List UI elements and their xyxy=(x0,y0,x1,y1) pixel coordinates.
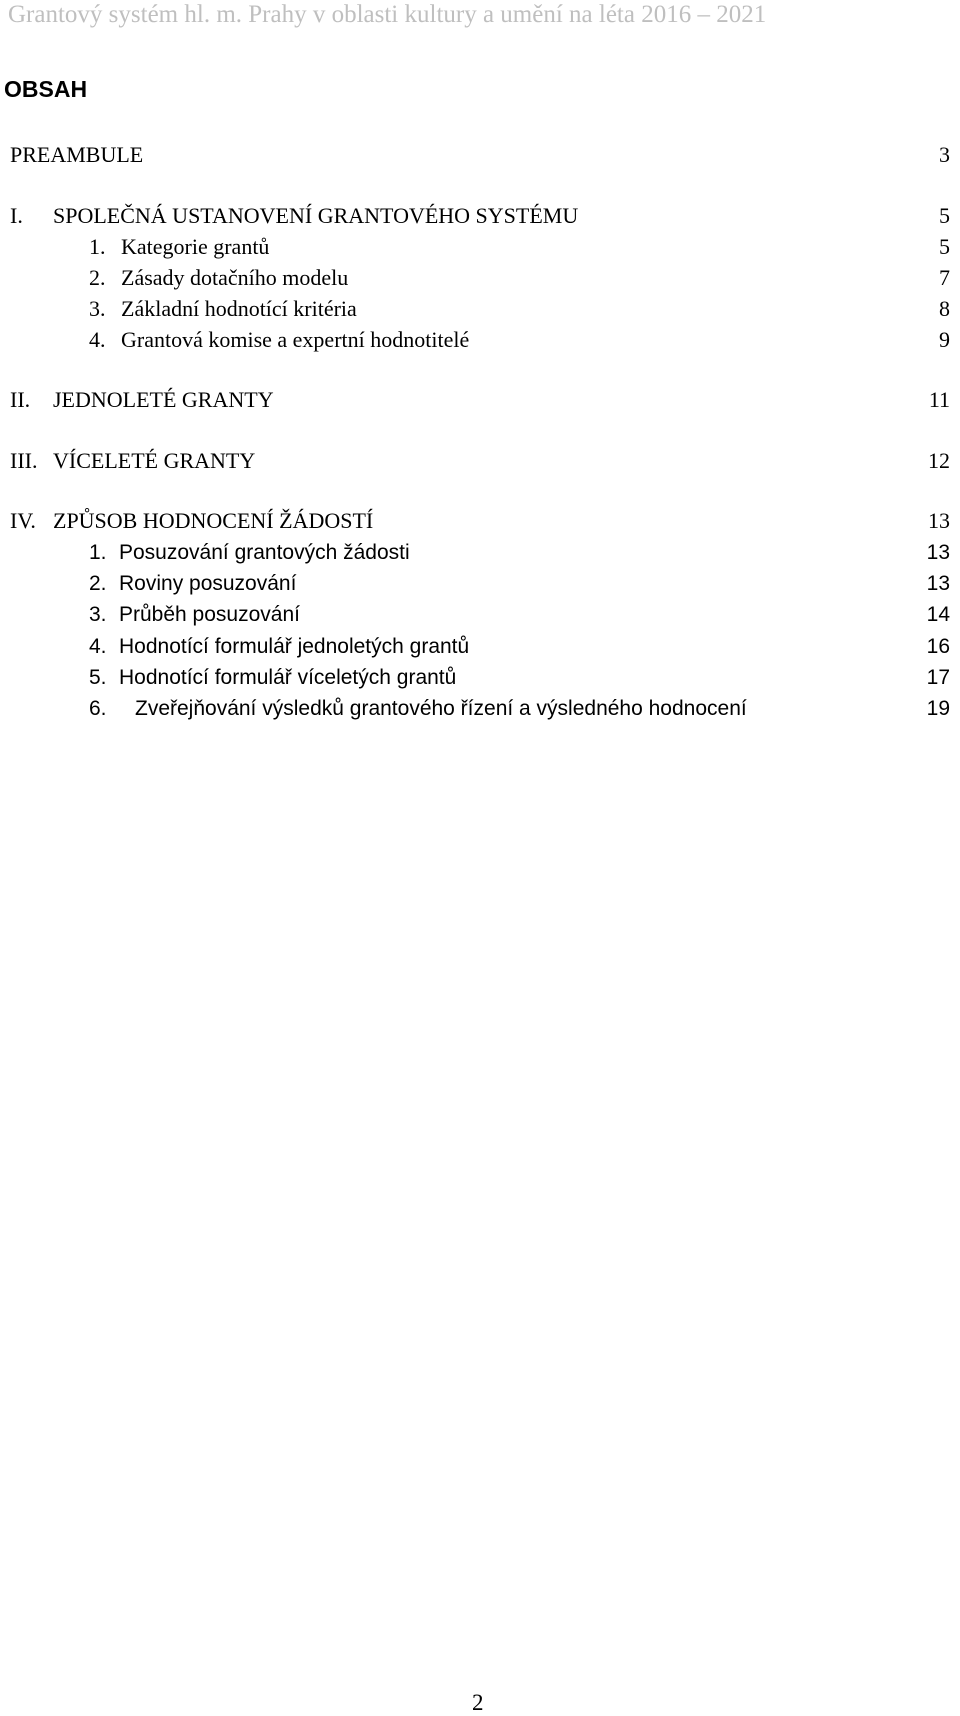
toc-entry-part-i[interactable] xyxy=(10,202,950,230)
toc-entry-title: Zveřejňování výsledků grantového řízení a výsledného hodnocení xyxy=(135,697,747,720)
toc-entry-page: 19 xyxy=(926,697,950,720)
toc-entry-page: 8 xyxy=(939,296,950,321)
toc-entry-page: 5 xyxy=(939,234,950,259)
toc-entry-page: 13 xyxy=(926,572,950,595)
toc-entry-part-i-item-4[interactable] xyxy=(89,326,950,354)
toc-entry-number: 4. xyxy=(89,635,107,658)
toc-entry-part-ii[interactable] xyxy=(10,386,950,414)
toc-entry-number: 6. xyxy=(89,697,107,720)
toc-entry-page: 7 xyxy=(939,265,950,290)
toc-entry-page: 14 xyxy=(926,603,950,626)
toc-entry-title: Hodnotící formulář jednoletých grantů xyxy=(119,635,470,658)
running-header: Grantový systém hl. m. Prahy v oblasti kultury a umění na léta 2016 – 2021 xyxy=(8,1,767,28)
toc-entry-title: VÍCELETÉ GRANTY xyxy=(53,448,256,473)
toc-entry-number: 2. xyxy=(89,265,106,290)
toc-entry-number: 1. xyxy=(89,541,107,564)
toc-entry-number: 5. xyxy=(89,666,107,689)
page-number: 2 xyxy=(472,1690,484,1715)
toc-entry-page: 13 xyxy=(928,508,950,533)
toc-entry-title: ZPŮSOB HODNOCENÍ ŽÁDOSTÍ xyxy=(53,508,374,533)
toc-entry-title: JEDNOLETÉ GRANTY xyxy=(53,387,274,412)
toc-entry-number: 4. xyxy=(89,327,106,352)
toc-entry-preamble[interactable] xyxy=(10,141,950,169)
toc-entry-title: Posuzování grantových žádosti xyxy=(119,541,410,564)
toc-entry-part-iv-item-5[interactable] xyxy=(89,664,950,692)
toc-entry-title: Roviny posuzování xyxy=(119,572,297,595)
toc-entry-title: SPOLEČNÁ USTANOVENÍ GRANTOVÉHO SYSTÉMU xyxy=(53,203,579,228)
toc-entry-part-iv-item-2[interactable] xyxy=(89,570,950,598)
toc-entry-number: IV. xyxy=(10,508,36,533)
toc-entry-page: 16 xyxy=(926,635,950,658)
toc-entry-page: 3 xyxy=(939,142,950,167)
toc-entry-part-iv-item-6[interactable] xyxy=(89,695,950,723)
toc-entry-title: Zásady dotačního modelu xyxy=(121,265,349,290)
toc-entry-title: Hodnotící formulář víceletých grantů xyxy=(119,666,457,689)
toc-entry-part-i-item-2[interactable] xyxy=(89,264,950,292)
toc-entry-part-iv-item-3[interactable] xyxy=(89,601,950,629)
toc-entry-part-iv-item-1[interactable] xyxy=(89,539,950,567)
toc-entry-title: PREAMBULE xyxy=(10,142,144,167)
toc-entry-page: 11 xyxy=(928,387,950,412)
toc-entry-title: Grantová komise a expertní hodnotitelé xyxy=(121,327,470,352)
toc-entry-page: 17 xyxy=(926,666,950,689)
toc-entry-number: 1. xyxy=(89,234,106,259)
toc-entry-number: III. xyxy=(10,448,38,473)
toc-entry-page: 9 xyxy=(939,327,950,352)
toc-entry-part-iii[interactable] xyxy=(10,447,950,475)
toc-entry-number: 3. xyxy=(89,603,107,626)
toc-entry-page: 13 xyxy=(926,541,950,564)
toc-entry-part-i-item-3[interactable] xyxy=(89,295,950,323)
toc-entry-part-iv[interactable] xyxy=(10,507,950,535)
toc-entry-title: Základní hodnotící kritéria xyxy=(121,296,357,321)
contents-heading: OBSAH xyxy=(4,76,88,102)
toc-entry-title: Kategorie grantů xyxy=(121,234,270,259)
toc-entry-page: 5 xyxy=(939,203,950,228)
toc-entry-part-i-item-1[interactable] xyxy=(89,233,950,261)
toc-entry-part-iv-item-4[interactable] xyxy=(89,633,950,661)
toc-entry-number: I. xyxy=(10,203,23,228)
toc-entry-title: Průběh posuzování xyxy=(119,603,300,626)
toc-entry-page: 12 xyxy=(928,448,950,473)
toc-entry-number: 2. xyxy=(89,572,107,595)
toc-entry-number: 3. xyxy=(89,296,106,321)
toc-entry-number: II. xyxy=(10,387,31,412)
